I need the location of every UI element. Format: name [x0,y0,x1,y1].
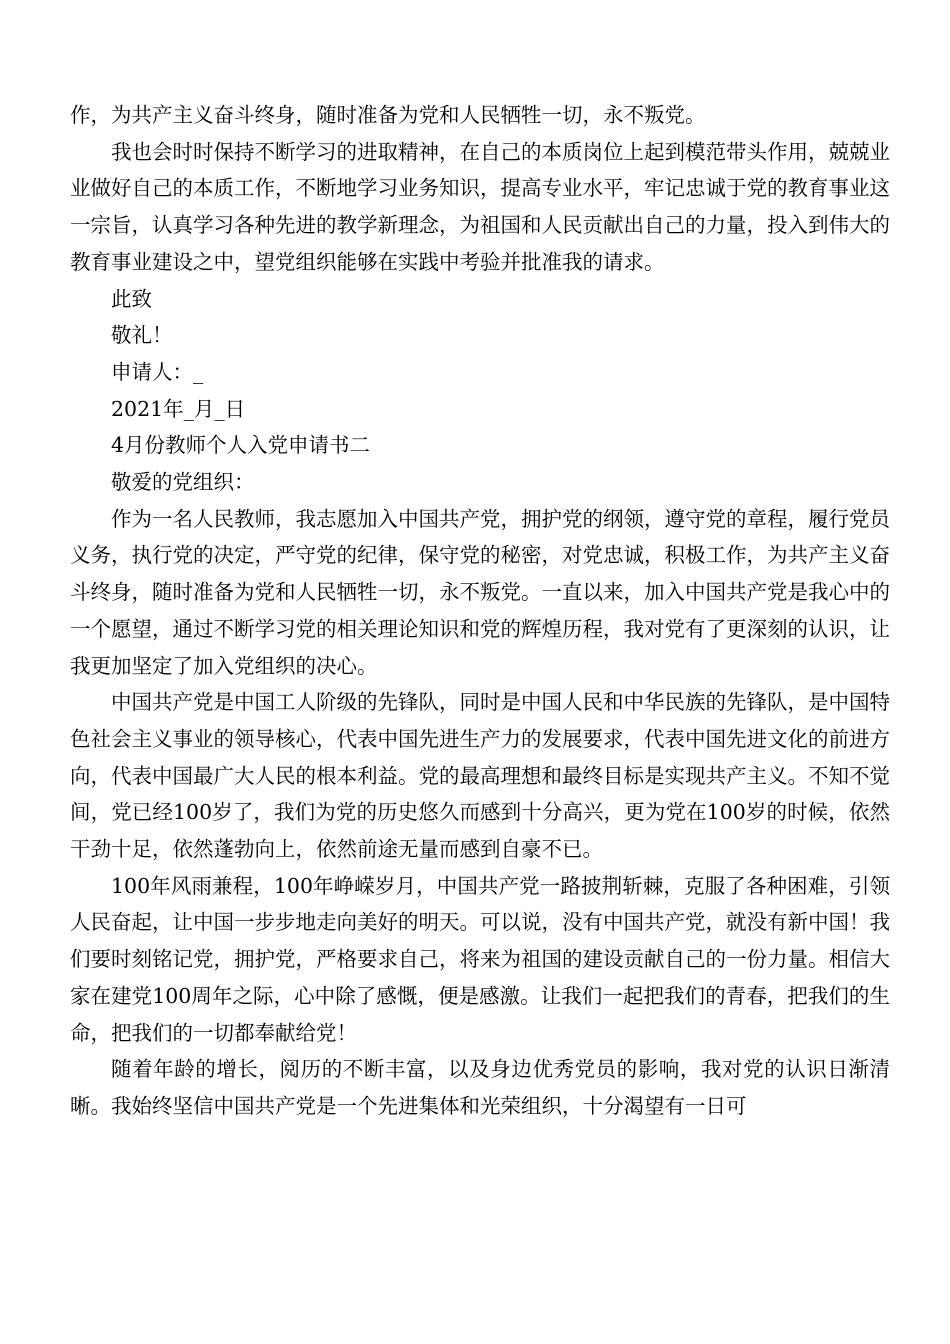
closing-salute: 敬礼！ [111,323,173,348]
applicant-line: 申请人：_ [111,359,204,384]
section-title: 4月份教师个人入党申请书二 [111,433,371,458]
paragraph-continuation: 作，为共产主义奋斗终身，随时准备为党和人民牺牲一切，永不叛党。 [70,103,706,127]
document-body [70,97,890,1125]
paragraph-party-nature: 中国共产党是中国工人阶级的先锋队，同时是中国人民和中华民族的先锋队，是中国特色社会主义事业的领导核心，代表中国先进生产力的发展要求，代表中国先进文化的前进方向，代表中国最广大人民的根本利益。党的最高理想和最终目标是实现共产主义。不知不觉间，党已经100岁了，我们为党的历史悠久而感到十分高兴，更为党在100岁的时候，依然干劲十足，依然蓬勃向上，依然前途无量而感到自豪不已。 [70,690,890,862]
paragraph-learning: 我也会时时保持不断学习的进取精神，在自己的本质岗位上起到模范带头作用，兢兢业业做好自己的本质工作，不断地学习业务知识，提高专业水平，牢记忠诚于党的教育事业这一宗旨，认真学习各种先进的教学新理念，为祖国和人民贡献出自己的力量，投入到伟大的教育事业建设之中，望党组织能够在实践中考验并批准我的请求。 [70,139,890,274]
paragraph-intro: 作为一名人民教师，我志愿加入中国共产党，拥护党的纲领，遵守党的章程，履行党员义务，执行党的决定，严守党的纪律，保守党的秘密，对党忠诚，积极工作，为共产主义奋斗终身，随时准备为党和人民牺牲一切，永不叛党。一直以来，加入中国共产党是我心中的一个愿望，通过不断学习党的相关理论知识和党的辉煌历程，我对党有了更深刻的认识，让我更加坚定了加入党组织的决心。 [70,506,890,678]
salutation: 敬爱的党组织： [111,470,255,495]
date-line: 2021年_月_日 [111,396,246,421]
closing-greeting: 此致 [111,286,152,311]
paragraph-growth: 随着年龄的增长，阅历的不断丰富，以及身边优秀党员的影响，我对党的认识日渐清晰。我始终坚信中国共产党是一个先进集体和光荣组织，十分渴望有一日可 [70,1057,890,1118]
paragraph-100-years: 100年风雨兼程，100年峥嵘岁月，中国共产党一路披荆斩棘，克服了各种困难，引领人民奋起，让中国一步步地走向美好的明天。可以说，没有中国共产党，就没有新中国！我们要时刻铭记党，拥护党，严格要求自己，将来为祖国的建设贡献自己的一份力量。相信大家在建党100周年之际，心中除了感慨，便是感激。让我们一起把我们的青春，把我们的生命，把我们的一切都奉献给党！ [70,873,890,1045]
